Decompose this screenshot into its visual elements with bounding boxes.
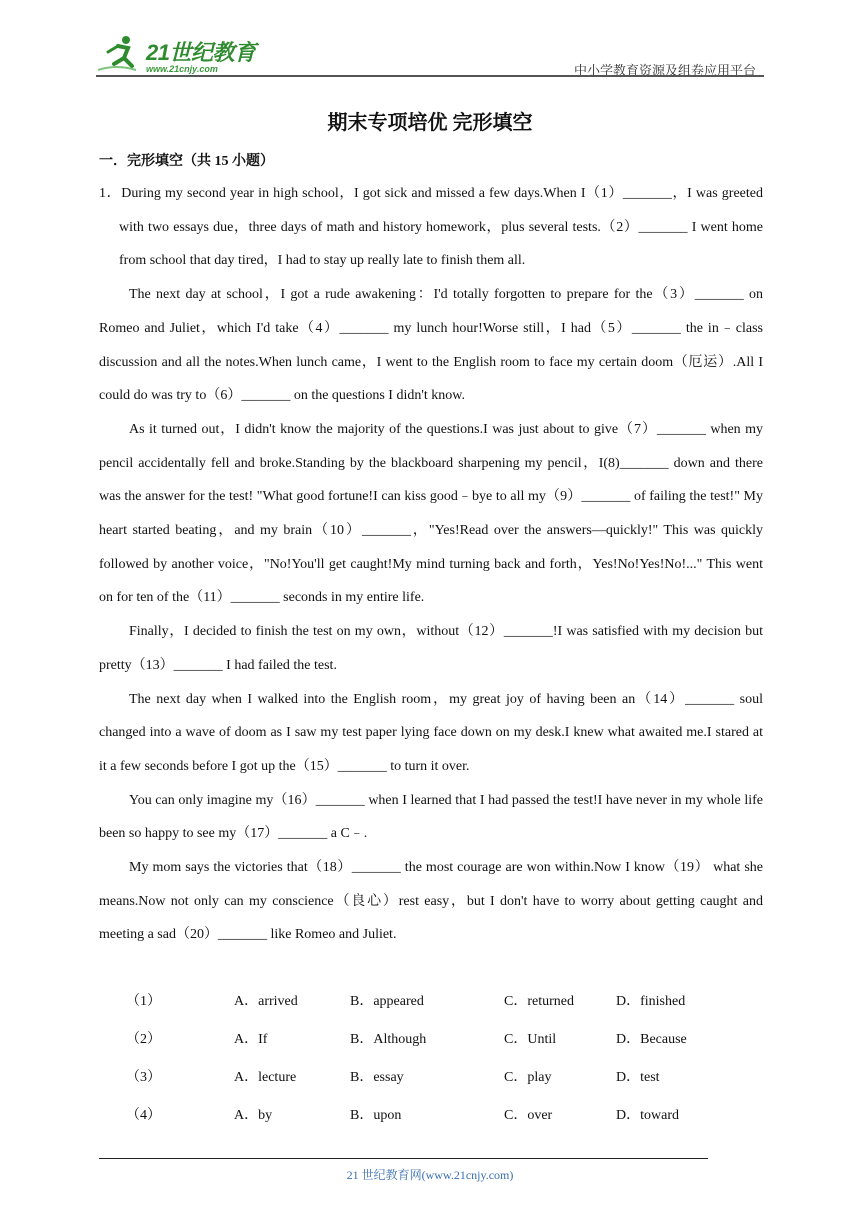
option-d[interactable]: D．finished [616,994,686,1009]
passage-paragraph: 1．During my second year in high school，I got sick and missed a few days.When I（1）_______，I was greeted with two essays due，three days of math and history homework，plus several tests.（2）_______ I went home from school that day tired，I had to stay up really late to finish them all. [99,186,763,269]
question-number: （4） [126,1108,161,1123]
option-c[interactable]: C．returned [504,994,574,1009]
option-row [126,990,766,1028]
header-divider [96,75,764,77]
passage-paragraph: My mom says the victories that（18）_______ the most courage are won within.Now I know（19） what she means.Now not only can my conscience（良心）rest easy，but I don't have to worry about getting caught and meeting a sad（20）_______ like Romeo and Juliet. [99,860,763,943]
passage-paragraph: The next day at school，I got a rude awakening：I'd totally forgotten to prepare for the（3）_______ on Romeo and Juliet，which I'd take（4）_______ my lunch hour!Worse still，I had（5）_______ the in﹣class discussion and all the notes.When lunch came，I went to the English room to face my certain doom（厄运）.All I could do was try to（6）_______ on the questions I didn't know. [99,287,763,404]
option-d[interactable]: D．Because [616,1032,687,1047]
option-c[interactable]: C．play [504,1070,552,1085]
option-d[interactable]: D．toward [616,1108,679,1123]
option-row [126,1104,766,1142]
passage-paragraph: You can only imagine my（16）_______ when I learned that I had passed the test!I have never in my whole life been so happy to see my（17）_______ a C﹣. [99,792,763,842]
option-c[interactable]: C．Until [504,1032,557,1047]
option-b[interactable]: B．appeared [350,994,424,1009]
runner-logo-icon [96,34,146,74]
passage-paragraph: The next day when I walked into the English room，my great joy of having been an（14）_______ soul changed into a wave of doom as I saw my test paper lying face down on my desk.I knew what awaited me.I stared at it a few seconds before I got up the（15）_______ to turn it over. [99,691,763,774]
option-row [126,1066,766,1104]
question-number: （2） [126,1032,161,1047]
header-platform-text: 中小学教育资源及组卷应用平台 [573,63,756,78]
page-title: 期末专项培优 完形填空 [327,112,533,134]
answer-options [126,990,766,1142]
option-row [126,1028,766,1066]
logo-url: www.21cnjy.com [146,64,218,74]
footer-text[interactable]: 21 世纪教育网(www.21cnjy.com) [346,1168,514,1182]
option-b[interactable]: B．upon [350,1108,402,1123]
passage-paragraph: Finally，I decided to finish the test on my own，without（12）_______!I was satisfied with my decision but pretty（13）_______ I had failed the test. [99,624,763,673]
option-b[interactable]: B．Although [350,1032,427,1047]
option-a[interactable]: A．arrived [234,994,298,1009]
option-a[interactable]: A．lecture [234,1070,297,1085]
option-a[interactable]: A．If [234,1032,268,1047]
footer-divider [99,1158,708,1159]
question-number: （1） [126,994,161,1009]
option-c[interactable]: C．over [504,1108,553,1123]
section-heading: 一．完形填空（共 15 小题） [99,154,274,169]
option-b[interactable]: B．essay [350,1070,404,1085]
site-logo[interactable] [96,34,256,74]
page-header [96,30,764,78]
passage-paragraph: As it turned out，I didn't know the majority of the questions.I was just about to give（7）_______ when my pencil accidentally fell and broke.Standing by the blackboard sharpening my pencil，I(8)_______ down and there was the answer for the test! "What good fortune!I can kiss good﹣bye to all my（9）_______ of failing the test!" My heart started beating，and my brain（10）_______，"Yes!Read over the answers—quickly!" This was quickly followed by another voice，"No!You'll get caught!My mind turning back and forth，Yes!No!Yes!No!..." This went on for ten of the（11）_______ seconds in my entire life. [99,421,763,606]
option-d[interactable]: D．test [616,1070,660,1085]
option-a[interactable]: A．by [234,1108,273,1123]
cloze-passage [99,177,763,952]
logo-text: 21世纪教育 [146,40,256,65]
question-number: （3） [126,1070,161,1085]
